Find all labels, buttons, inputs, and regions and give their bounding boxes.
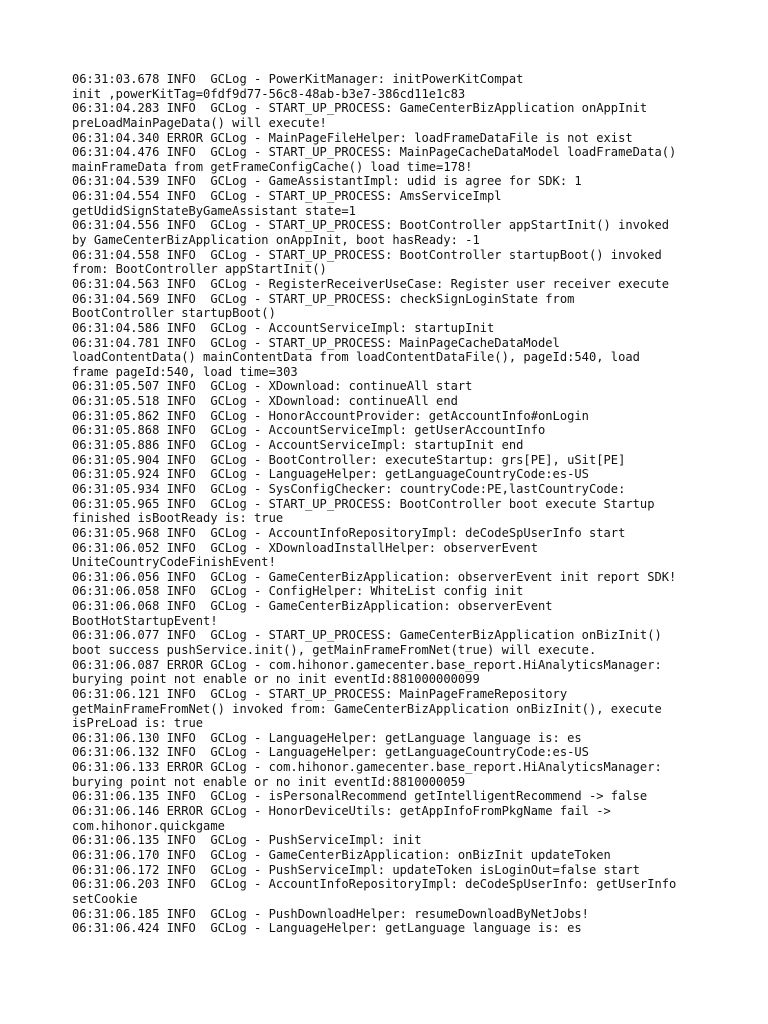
- log-line: 06:31:06.056 INFO GCLog - GameCenterBizApplication: observerEvent init report SDK!: [72, 569, 677, 584]
- log-line: 06:31:06.185 INFO GCLog - PushDownloadHelper: resumeDownloadByNetJobs!: [72, 906, 589, 921]
- log-line: 06:31:06.203 INFO GCLog - AccountInfoRepositoryImpl: deCodeSpUserInfo: getUserInfo: [72, 877, 677, 892]
- log-line: 06:31:05.518 INFO GCLog - XDownload: continueAll end: [72, 394, 458, 409]
- log-line: 06:31:06.132 INFO GCLog - LanguageHelper: getLanguageCountryCode:es-US: [72, 745, 589, 760]
- log-line: mainFrameData from getFrameConfigCache() load time=178!: [72, 159, 473, 174]
- log-line: BootHotStartupEvent!: [72, 613, 218, 628]
- log-line: 06:31:04.539 INFO GCLog - GameAssistantImpl: udid is agree for SDK: 1: [72, 174, 582, 189]
- log-line: burying point not enable or no init eventId:881000000099: [72, 672, 480, 687]
- log-line: com.hihonor.quickgame: [72, 818, 225, 833]
- log-line: 06:31:04.476 INFO GCLog - START_UP_PROCESS: MainPageCacheDataModel loadFrameData(): [72, 145, 677, 160]
- log-line: 06:31:05.965 INFO GCLog - START_UP_PROCESS: BootController boot execute Startup: [72, 496, 655, 511]
- log-line: setCookie: [72, 891, 138, 906]
- log-line: 06:31:06.121 INFO GCLog - START_UP_PROCESS: MainPageFrameRepository: [72, 686, 568, 701]
- log-line: isPreLoad is: true: [72, 716, 204, 731]
- log-line: 06:31:04.556 INFO GCLog - START_UP_PROCESS: BootController appStartInit() invoked: [72, 218, 670, 233]
- log-line: from: BootController appStartInit(): [72, 262, 327, 277]
- log-line: finished isBootReady is: true: [72, 511, 284, 526]
- log-line: 06:31:05.507 INFO GCLog - XDownload: continueAll start: [72, 379, 473, 394]
- log-line: BootController startupBoot(): [72, 306, 276, 321]
- log-line: 06:31:04.569 INFO GCLog - START_UP_PROCESS: checkSignLoginState from: [72, 291, 575, 306]
- log-line: 06:31:05.968 INFO GCLog - AccountInfoRepositoryImpl: deCodeSpUserInfo start: [72, 525, 626, 540]
- log-line: 06:31:06.052 INFO GCLog - XDownloadInstallHelper: observerEvent: [72, 540, 538, 555]
- log-line: frame pageId:540, load time=303: [72, 364, 298, 379]
- log-line: 06:31:06.146 ERROR GCLog - HonorDeviceUtils: getAppInfoFromPkgName fail ->: [72, 804, 611, 819]
- log-line: 06:31:06.077 INFO GCLog - START_UP_PROCESS: GameCenterBizApplication onBizInit(): [72, 628, 662, 643]
- log-line: 06:31:04.781 INFO GCLog - START_UP_PROCESS: MainPageCacheDataModel: [72, 335, 560, 350]
- log-line: loadContentData() mainContentData from loadContentDataFile(), pageId:540, load: [72, 350, 640, 365]
- log-line: 06:31:06.087 ERROR GCLog - com.hihonor.gamecenter.base_report.HiAnalyticsManager:: [72, 657, 662, 672]
- log-line: 06:31:04.563 INFO GCLog - RegisterReceiverUseCase: Register user receiver execute: [72, 276, 670, 291]
- log-line: UniteCountryCodeFinishEvent!: [72, 555, 276, 570]
- log-line: by GameCenterBizApplication onAppInit, boot hasReady: -1: [72, 233, 480, 248]
- log-line: 06:31:04.554 INFO GCLog - START_UP_PROCESS: AmsServiceImpl: [72, 189, 502, 204]
- log-line: 06:31:05.868 INFO GCLog - AccountServiceImpl: getUserAccountInfo: [72, 423, 546, 438]
- log-line: 06:31:05.904 INFO GCLog - BootController: executeStartup: grs[PE], uSit[PE]: [72, 452, 626, 467]
- log-line: 06:31:06.135 INFO GCLog - isPersonalRecommend getIntelligentRecommend -> false: [72, 789, 648, 804]
- log-line: 06:31:06.135 INFO GCLog - PushServiceImpl: init: [72, 833, 422, 848]
- log-line: 06:31:06.058 INFO GCLog - ConfigHelper: WhiteList config init: [72, 584, 524, 599]
- log-line: preLoadMainPageData() will execute!: [72, 115, 327, 130]
- log-line: 06:31:04.586 INFO GCLog - AccountServiceImpl: startupInit: [72, 320, 495, 335]
- log-line: 06:31:06.170 INFO GCLog - GameCenterBizApplication: onBizInit updateToken: [72, 847, 611, 862]
- log-line: 06:31:06.172 INFO GCLog - PushServiceImpl: updateToken isLoginOut=false start: [72, 862, 640, 877]
- log-line: 06:31:04.558 INFO GCLog - START_UP_PROCESS: BootController startupBoot() invoked: [72, 247, 662, 262]
- log-line: init ,powerKitTag=0fdf9d77-56c8-48ab-b3e7-386cd11e1c83: [72, 86, 466, 101]
- log-line: 06:31:05.886 INFO GCLog - AccountServiceImpl: startupInit end: [72, 438, 524, 453]
- log-line: 06:31:06.424 INFO GCLog - LanguageHelper: getLanguage language is: es: [72, 921, 582, 936]
- log-line: 06:31:04.340 ERROR GCLog - MainPageFileHelper: loadFrameDataFile is not exist: [72, 130, 633, 145]
- log-line: 06:31:06.068 INFO GCLog - GameCenterBizApplication: observerEvent: [72, 599, 553, 614]
- log-line: getMainFrameFromNet() invoked from: GameCenterBizApplication onBizInit(), execute: [72, 701, 662, 716]
- log-line: 06:31:05.924 INFO GCLog - LanguageHelper: getLanguageCountryCode:es-US: [72, 467, 589, 482]
- log-line: 06:31:05.862 INFO GCLog - HonorAccountProvider: getAccountInfo#onLogin: [72, 408, 589, 423]
- log-line: burying point not enable or no init eventId:8810000059: [72, 774, 466, 789]
- log-line: 06:31:05.934 INFO GCLog - SysConfigChecker: countryCode:PE,lastCountryCode:: [72, 481, 626, 496]
- log-line: 06:31:06.133 ERROR GCLog - com.hihonor.gamecenter.base_report.HiAnalyticsManager:: [72, 760, 662, 775]
- log-line: 06:31:04.283 INFO GCLog - START_UP_PROCESS: GameCenterBizApplication onAppInit: [72, 101, 648, 116]
- log-line: 06:31:03.678 INFO GCLog - PowerKitManager: initPowerKitCompat: [72, 72, 524, 86]
- log-line: getUdidSignStateByGameAssistant state=1: [72, 203, 356, 218]
- log-line: boot success pushService.init(), getMainFrameFromNet(true) will execute.: [72, 642, 597, 657]
- log-line: 06:31:06.130 INFO GCLog - LanguageHelper: getLanguage language is: es: [72, 730, 582, 745]
- log-text-block: [72, 72, 712, 936]
